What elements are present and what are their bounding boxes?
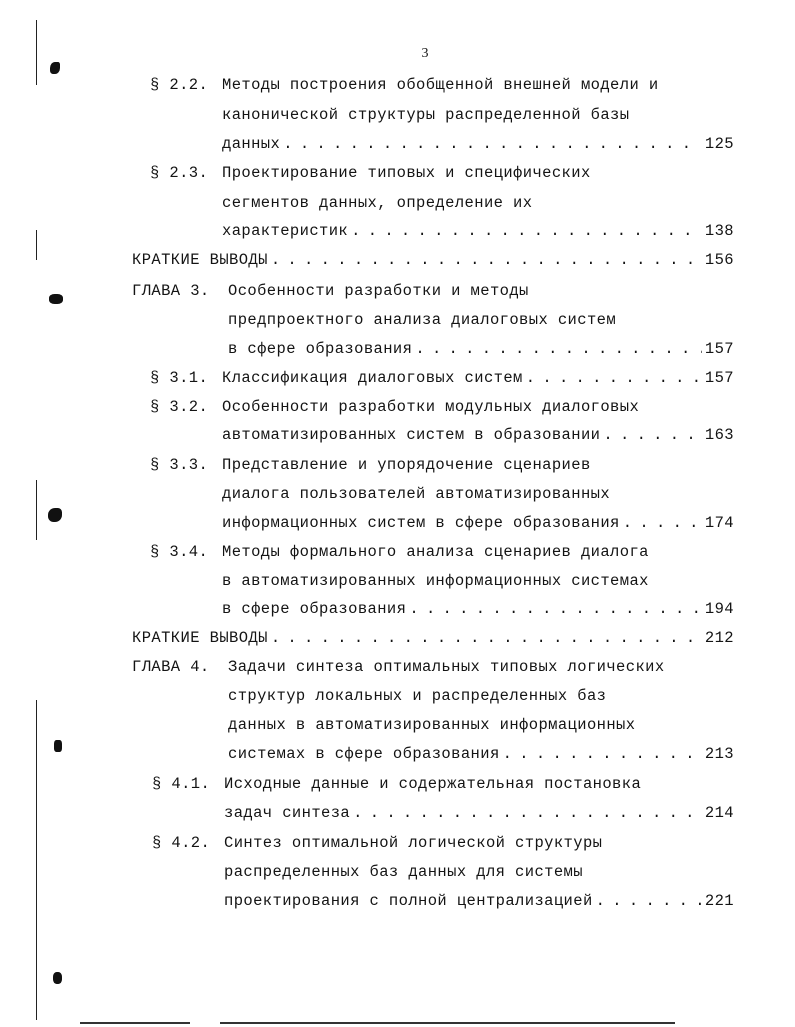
toc-page-number: 156 (704, 251, 734, 269)
toc-final-line (222, 220, 734, 242)
dot-leader (351, 220, 702, 242)
toc-final-line (228, 338, 734, 360)
toc-final-line (228, 743, 734, 765)
scan-mark (50, 62, 60, 74)
toc-page-number: 125 (704, 135, 734, 153)
toc-page-number: 174 (704, 514, 734, 532)
toc-page-number: 138 (704, 222, 734, 240)
scan-mark (49, 294, 63, 304)
toc-page-number: 157 (704, 369, 734, 387)
toc-line: Исходные данные и содержательная постановка (224, 775, 642, 793)
toc-final-text: КРАТКИЕ ВЫВОДЫ (132, 251, 268, 269)
dot-leader (283, 133, 702, 155)
toc-page-number: 212 (704, 629, 734, 647)
dot-leader (526, 367, 702, 389)
dot-leader (623, 512, 702, 534)
margin-rule (36, 230, 37, 260)
toc-line: в автоматизированных информационных системах (222, 572, 649, 590)
toc-prefix: ГЛАВА 4. (132, 658, 210, 676)
toc-line: канонической структуры распределенной базы (222, 106, 630, 124)
toc-final-text: проектирования с полной централизацией (224, 892, 593, 910)
margin-rule (36, 700, 37, 1020)
toc-prefix: § 3.2. (150, 398, 209, 416)
toc-line: структур локальных и распределенных баз (228, 687, 607, 705)
toc-prefix: § 3.4. (150, 543, 209, 561)
toc-final-line (132, 627, 734, 649)
bottom-rule (220, 1022, 675, 1024)
toc-line: предпроектного анализа диалоговых систем (228, 311, 617, 329)
dot-leader (409, 598, 702, 620)
toc-prefix: § 2.2. (150, 76, 209, 94)
toc-line: Представление и упорядочение сценариев (222, 456, 591, 474)
toc-final-line (222, 367, 734, 389)
toc-final-text: задач синтеза (224, 804, 351, 822)
page-number: 3 (421, 46, 429, 61)
toc-page-number: 157 (704, 340, 734, 358)
toc-line: Проектирование типовых и специфических (222, 164, 591, 182)
scan-mark (53, 972, 62, 984)
toc-final-text: автоматизированных систем в образовании (222, 426, 601, 444)
toc-line: данных в автоматизированных информационных (228, 716, 636, 734)
toc-line: распределенных баз данных для системы (224, 863, 583, 881)
toc-prefix: ГЛАВА 3. (132, 282, 210, 300)
toc-final-line (222, 598, 734, 620)
dot-leader (596, 890, 702, 912)
dot-leader (353, 802, 702, 824)
toc-prefix: § 3.3. (150, 456, 209, 474)
toc-prefix: § 2.3. (150, 164, 209, 182)
bottom-rule (80, 1022, 190, 1024)
toc-page-number: 163 (704, 426, 734, 444)
toc-prefix: § 3.1. (150, 369, 209, 387)
toc-final-line (222, 512, 734, 534)
toc-line: сегментов данных, определение их (222, 194, 533, 212)
margin-rule (36, 480, 37, 540)
toc-prefix: § 4.1. (152, 775, 211, 793)
toc-final-line (222, 424, 734, 446)
toc-line: Особенности разработки и методы (228, 282, 529, 300)
toc-page-number: 221 (704, 892, 734, 910)
toc-page-number: 213 (704, 745, 734, 763)
toc-final-text: в сфере образования (222, 600, 407, 618)
toc-final-text: в сфере образования (228, 340, 413, 358)
toc-final-line (222, 133, 734, 155)
toc-final-line (224, 802, 734, 824)
toc-line: Методы построения обобщенной внешней модели и (222, 76, 659, 94)
scan-mark (48, 508, 62, 522)
toc-final-line (224, 890, 734, 912)
toc-line: Задачи синтеза оптимальных типовых логических (228, 658, 665, 676)
toc-page-number: 194 (704, 600, 734, 618)
toc-final-text: информационных систем в сфере образования (222, 514, 620, 532)
dot-leader (271, 627, 702, 649)
toc-line: Особенности разработки модульных диалоговых (222, 398, 640, 416)
toc-final-text: данных (222, 135, 281, 153)
toc-final-text: системах в сфере образования (228, 745, 500, 763)
toc-line: Методы формального анализа сценариев диалога (222, 543, 649, 561)
dot-leader (415, 338, 702, 360)
toc-line: Синтез оптимальной логической структуры (224, 834, 603, 852)
scan-mark (54, 740, 62, 752)
dot-leader (503, 743, 702, 765)
toc-final-text: Классификация диалоговых систем (222, 369, 523, 387)
toc-final-line (132, 249, 734, 271)
toc-final-text: КРАТКИЕ ВЫВОДЫ (132, 629, 268, 647)
dot-leader (603, 424, 702, 446)
toc-prefix: § 4.2. (152, 834, 211, 852)
toc-final-text: характеристик (222, 222, 349, 240)
dot-leader (271, 249, 702, 271)
margin-rule (36, 20, 37, 85)
toc-line: диалога пользователей автоматизированных (222, 485, 611, 503)
toc-page-number: 214 (704, 804, 734, 822)
